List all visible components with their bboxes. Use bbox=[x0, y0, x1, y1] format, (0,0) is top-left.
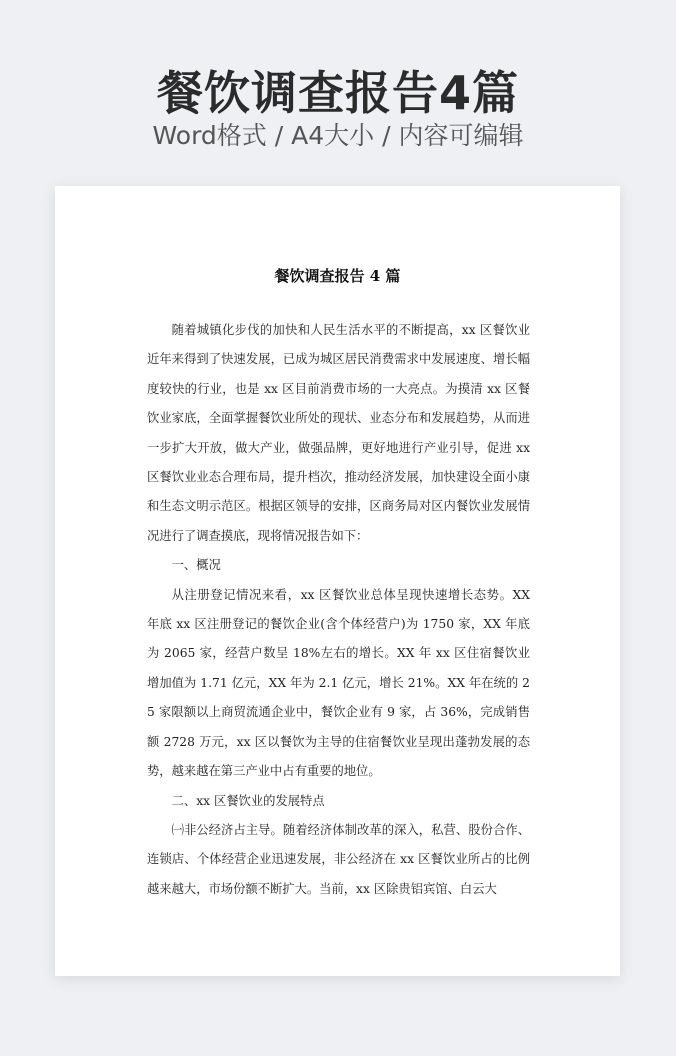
document-page bbox=[55, 186, 620, 976]
intro-paragraph: 随着城镇化步伐的加快和人民生活水平的不断提高，xx 区餐饮业近年来得到了快速发展，已成为城区居民消费需求中发展速度、增长幅度较快的行业，也是 xx 区目前消费市场的一大亮点。为摸清 xx 区餐饮业家底，全面掌握餐饮业所处的现状、业态分布和发展趋势，从而进一步扩大开放，做大产业，做强品牌，更好地进行产业引导，促进 xx 区餐饮业业态合理布局，提升档次，推动经济发展，加快建设全面小康和生态文明示范区。根据区领导的安排，区商务局对区内餐饮业发展情况进行了调查摸底，现将情况报告如下： bbox=[147, 323, 530, 543]
overview-paragraph: 从注册登记情况来看，xx 区餐饮业总体呈现快速增长态势。XX 年底 xx 区注册登记的餐饮企业(含个体经营户)为 1750 家，XX 年底为 2065 家，经营户数呈 18%左右的增长。XX 年 xx 区住宿餐饮业增加值为 1.71 亿元，XX 年为 2.1 亿元，增长 21%。XX 年在统的 25 家限额以上商贸流通企业中，餐饮企业有 9 家，占 36%，完成销售额 2728 万元，xx 区以餐饮为主导的住宿餐饮业呈现出蓬勃发展的态势，越来越在第三产业中占有重要的地位。 bbox=[147, 587, 530, 779]
document-title: 餐饮调查报告 4 篇 bbox=[274, 267, 401, 285]
section-heading-overview: 一、概况 bbox=[171, 558, 221, 573]
banner-subtitle: Word格式 / A4大小 / 内容可编辑 bbox=[152, 121, 524, 150]
document-body bbox=[147, 316, 530, 904]
banner-title: 餐饮调查报告4篇 bbox=[156, 66, 519, 120]
section-heading-features: 二、xx 区餐饮业的发展特点 bbox=[171, 793, 325, 808]
features-paragraph: ㈠非公经济占主导。随着经济体制改革的深入，私营、股份合作、连锁店、个体经营企业迅速发展，非公经济在 xx 区餐饮业所占的比例越来越大，市场份额不断扩大。当前，xx 区除贵铝宾馆、白云大 bbox=[147, 822, 530, 896]
